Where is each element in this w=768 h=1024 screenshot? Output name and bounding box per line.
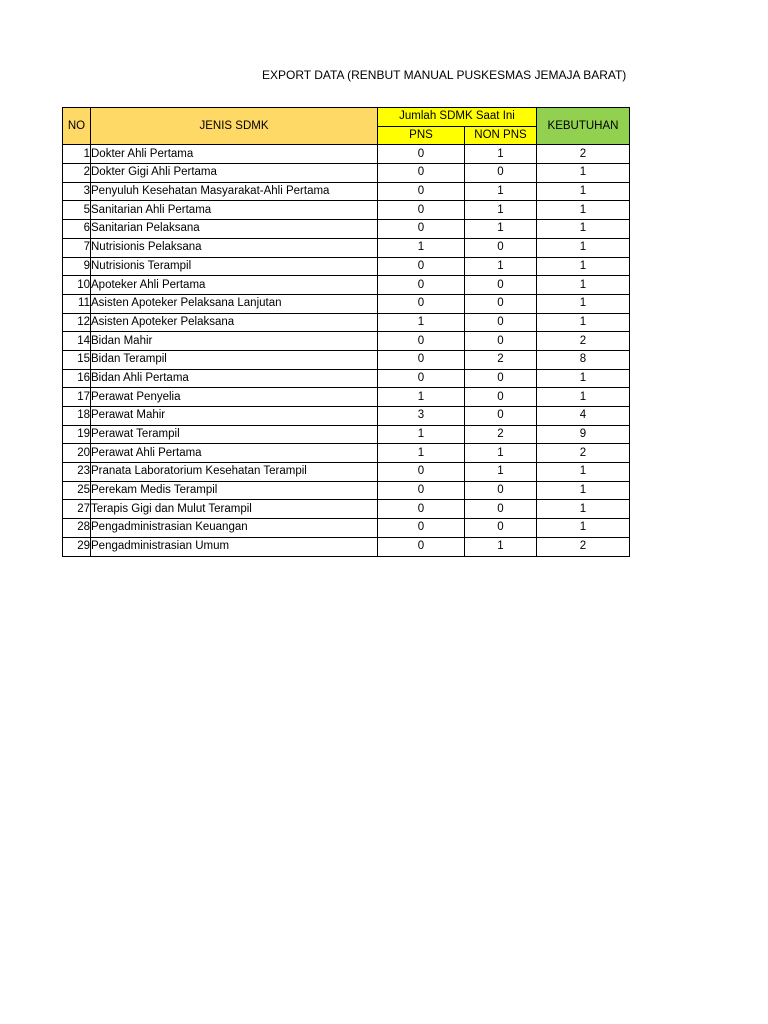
row-no: 3 <box>63 182 91 201</box>
row-pns: 0 <box>378 350 465 369</box>
row-jenis-sdmk: Penyuluh Kesehatan Masyarakat-Ahli Pertama <box>91 182 378 201</box>
row-non-pns: 0 <box>465 388 537 407</box>
row-jenis-sdmk: Pranata Laboratorium Kesehatan Terampil <box>91 463 378 482</box>
table-row <box>63 220 630 239</box>
row-no: 27 <box>63 500 91 519</box>
row-non-pns: 0 <box>465 294 537 313</box>
row-non-pns: 0 <box>465 407 537 426</box>
row-kebutuhan: 2 <box>537 537 630 556</box>
row-no: 16 <box>63 369 91 388</box>
row-kebutuhan: 1 <box>537 201 630 220</box>
row-non-pns: 1 <box>465 537 537 556</box>
row-non-pns: 1 <box>465 201 537 220</box>
row-kebutuhan: 1 <box>537 164 630 183</box>
row-kebutuhan: 2 <box>537 332 630 351</box>
row-no: 14 <box>63 332 91 351</box>
sdmk-table <box>62 107 630 557</box>
row-no: 6 <box>63 220 91 239</box>
row-no: 19 <box>63 425 91 444</box>
row-pns: 0 <box>378 276 465 295</box>
row-jenis-sdmk: Perawat Mahir <box>91 407 378 426</box>
row-pns: 0 <box>378 294 465 313</box>
row-pns: 0 <box>378 369 465 388</box>
row-non-pns: 1 <box>465 220 537 239</box>
row-non-pns: 2 <box>465 425 537 444</box>
row-jenis-sdmk: Pengadministrasian Keuangan <box>91 519 378 538</box>
table-row <box>63 332 630 351</box>
row-pns: 0 <box>378 257 465 276</box>
row-jenis-sdmk: Pengadministrasian Umum <box>91 537 378 556</box>
table-row <box>63 276 630 295</box>
header-jenis-sdmk: JENIS SDMK <box>91 108 378 145</box>
row-kebutuhan: 2 <box>537 444 630 463</box>
row-kebutuhan: 1 <box>537 294 630 313</box>
row-kebutuhan: 1 <box>537 500 630 519</box>
row-non-pns: 0 <box>465 500 537 519</box>
row-pns: 0 <box>378 463 465 482</box>
row-kebutuhan: 2 <box>537 145 630 164</box>
row-no: 5 <box>63 201 91 220</box>
row-no: 15 <box>63 350 91 369</box>
row-no: 25 <box>63 481 91 500</box>
row-pns: 0 <box>378 220 465 239</box>
table-row <box>63 238 630 257</box>
row-pns: 1 <box>378 238 465 257</box>
row-kebutuhan: 8 <box>537 350 630 369</box>
row-kebutuhan: 1 <box>537 276 630 295</box>
row-non-pns: 0 <box>465 332 537 351</box>
row-jenis-sdmk: Asisten Apoteker Pelaksana Lanjutan <box>91 294 378 313</box>
table-row <box>63 481 630 500</box>
row-jenis-sdmk: Nutrisionis Terampil <box>91 257 378 276</box>
row-jenis-sdmk: Bidan Ahli Pertama <box>91 369 378 388</box>
row-non-pns: 1 <box>465 182 537 201</box>
table-row <box>63 463 630 482</box>
row-non-pns: 1 <box>465 257 537 276</box>
row-pns: 0 <box>378 182 465 201</box>
row-jenis-sdmk: Apoteker Ahli Pertama <box>91 276 378 295</box>
row-no: 23 <box>63 463 91 482</box>
row-no: 29 <box>63 537 91 556</box>
row-jenis-sdmk: Dokter Ahli Pertama <box>91 145 378 164</box>
header-kebutuhan: KEBUTUHAN <box>537 108 630 145</box>
row-jenis-sdmk: Terapis Gigi dan Mulut Terampil <box>91 500 378 519</box>
row-jenis-sdmk: Nutrisionis Pelaksana <box>91 238 378 257</box>
row-jenis-sdmk: Bidan Mahir <box>91 332 378 351</box>
table-row <box>63 201 630 220</box>
table-row <box>63 145 630 164</box>
row-no: 7 <box>63 238 91 257</box>
row-kebutuhan: 1 <box>537 220 630 239</box>
row-kebutuhan: 1 <box>537 182 630 201</box>
row-jenis-sdmk: Perawat Terampil <box>91 425 378 444</box>
table-row <box>63 294 630 313</box>
row-jenis-sdmk: Perekam Medis Terampil <box>91 481 378 500</box>
row-jenis-sdmk: Asisten Apoteker Pelaksana <box>91 313 378 332</box>
header-no: NO <box>63 108 91 145</box>
row-kebutuhan: 1 <box>537 369 630 388</box>
row-non-pns: 0 <box>465 238 537 257</box>
header-pns: PNS <box>378 126 465 145</box>
table-row <box>63 164 630 183</box>
row-no: 20 <box>63 444 91 463</box>
table-row <box>63 182 630 201</box>
row-kebutuhan: 1 <box>537 463 630 482</box>
row-pns: 1 <box>378 444 465 463</box>
row-kebutuhan: 1 <box>537 519 630 538</box>
table-row <box>63 257 630 276</box>
row-pns: 0 <box>378 164 465 183</box>
row-non-pns: 1 <box>465 444 537 463</box>
row-no: 11 <box>63 294 91 313</box>
row-kebutuhan: 1 <box>537 313 630 332</box>
row-non-pns: 0 <box>465 276 537 295</box>
row-non-pns: 0 <box>465 313 537 332</box>
row-pns: 3 <box>378 407 465 426</box>
row-pns: 1 <box>378 425 465 444</box>
table-row <box>63 369 630 388</box>
table-row <box>63 500 630 519</box>
row-kebutuhan: 9 <box>537 425 630 444</box>
row-kebutuhan: 1 <box>537 238 630 257</box>
row-non-pns: 0 <box>465 519 537 538</box>
row-kebutuhan: 1 <box>537 481 630 500</box>
header-non-pns: NON PNS <box>465 126 537 145</box>
row-non-pns: 0 <box>465 369 537 388</box>
row-no: 2 <box>63 164 91 183</box>
row-non-pns: 1 <box>465 145 537 164</box>
row-pns: 1 <box>378 388 465 407</box>
header-jumlah-sdmk: Jumlah SDMK Saat Ini <box>378 108 537 127</box>
row-no: 28 <box>63 519 91 538</box>
row-non-pns: 0 <box>465 164 537 183</box>
row-no: 10 <box>63 276 91 295</box>
row-no: 9 <box>63 257 91 276</box>
page-title: EXPORT DATA (RENBUT MANUAL PUSKESMAS JEMAJA BARAT) <box>262 68 627 82</box>
row-jenis-sdmk: Dokter Gigi Ahli Pertama <box>91 164 378 183</box>
table-row <box>63 350 630 369</box>
table-row <box>63 313 630 332</box>
table-row <box>63 537 630 556</box>
row-non-pns: 1 <box>465 463 537 482</box>
row-pns: 0 <box>378 145 465 164</box>
row-pns: 0 <box>378 201 465 220</box>
row-no: 12 <box>63 313 91 332</box>
row-jenis-sdmk: Sanitarian Ahli Pertama <box>91 201 378 220</box>
table-row <box>63 407 630 426</box>
row-jenis-sdmk: Perawat Penyelia <box>91 388 378 407</box>
row-jenis-sdmk: Perawat Ahli Pertama <box>91 444 378 463</box>
row-pns: 0 <box>378 537 465 556</box>
row-pns: 0 <box>378 500 465 519</box>
table-row <box>63 388 630 407</box>
table-row <box>63 425 630 444</box>
row-non-pns: 2 <box>465 350 537 369</box>
row-non-pns: 0 <box>465 481 537 500</box>
row-jenis-sdmk: Sanitarian Pelaksana <box>91 220 378 239</box>
table-header <box>63 108 630 145</box>
table-row <box>63 444 630 463</box>
row-jenis-sdmk: Bidan Terampil <box>91 350 378 369</box>
row-pns: 0 <box>378 519 465 538</box>
row-kebutuhan: 1 <box>537 388 630 407</box>
row-no: 1 <box>63 145 91 164</box>
row-no: 17 <box>63 388 91 407</box>
row-kebutuhan: 1 <box>537 257 630 276</box>
table-row <box>63 519 630 538</box>
table-body <box>63 145 630 556</box>
row-pns: 0 <box>378 481 465 500</box>
row-pns: 1 <box>378 313 465 332</box>
row-no: 18 <box>63 407 91 426</box>
row-pns: 0 <box>378 332 465 351</box>
row-kebutuhan: 4 <box>537 407 630 426</box>
